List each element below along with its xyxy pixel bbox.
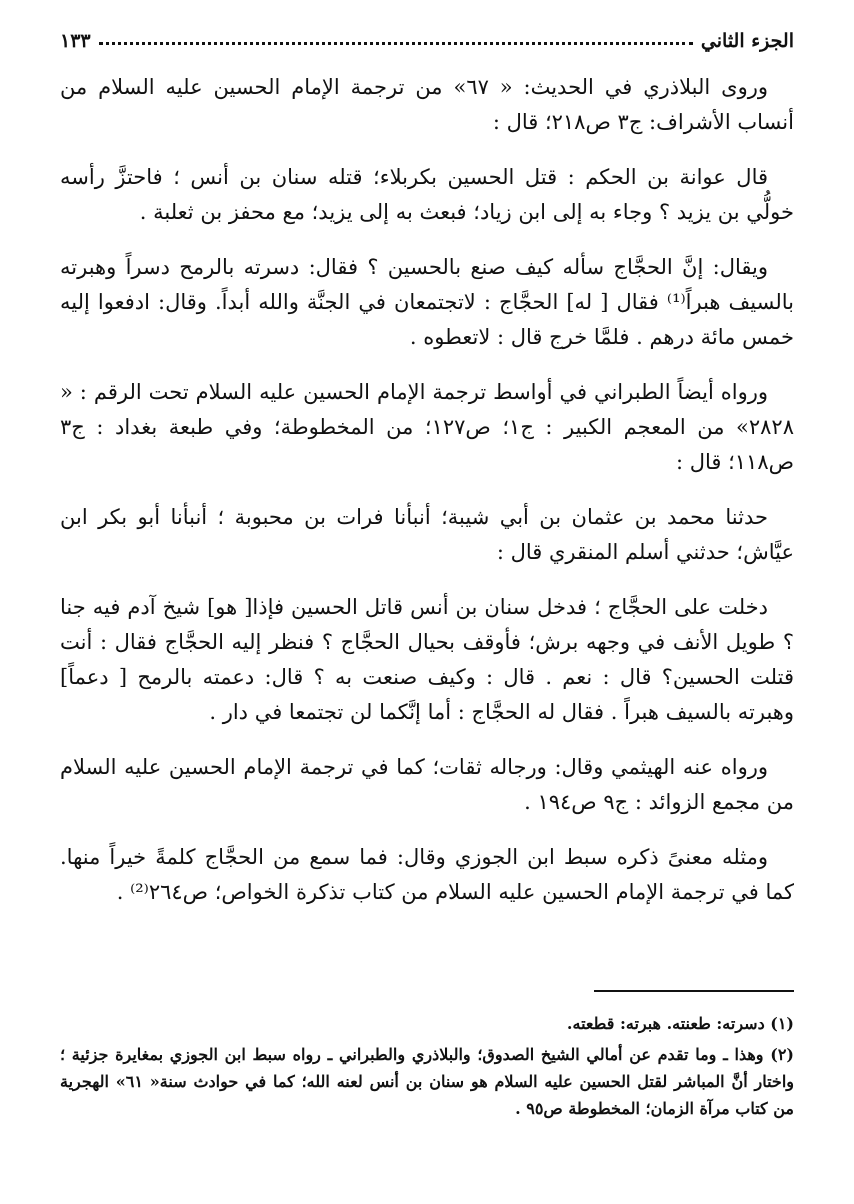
footnotes (60, 1010, 794, 1126)
footnote: (٢) وهذا ـ وما تقدم عن أمالي الشيخ الصدوق؛ والبلاذري والطبراني ـ رواه سبط ابن الجوزي بمغايرة جزئية ؛ واختار أنَّ المباشر لقتل الحسين عليه السلام هو سنان بن أنس لعنه الله؛ كما في حوادث سنة« ٦١» الهجرية من كتاب مرآة الزمان؛ المخطوطة ص٩٥ . (60, 1045, 794, 1118)
page-header (60, 22, 794, 52)
running-title: الجزء الثاني (700, 30, 794, 52)
book-page (60, 22, 794, 1184)
paragraph: ورواه عنه الهيثمي وقال: ورجاله ثقات؛ كما في ترجمة الإمام الحسين عليه السلام من مجمع الزوائد : ج٩ ص١٩٤ . (60, 755, 794, 814)
paragraph: ويقال: إنَّ الحجَّاج سأله كيف صنع بالحسين ؟ فقال: دسرته بالرمح دسراً وهبرته بالسيف هبراً⁽¹⁾ فقال [ له] الحجَّاج : لاتجتمعان في الجنَّة والله أبداً. وقال: ادفعوا إليه خمس مائة درهم . فلمَّا خرج قال : لاتعطوه . (60, 255, 794, 349)
page-number: ١٣٣ (60, 30, 91, 52)
paragraph: ورواه أيضاً الطبراني في أواسط ترجمة الإمام الحسين عليه السلام تحت الرقم : « ٢٨٢٨» من المعجم الكبير : ج١؛ ص١٢٧؛ من المخطوطة؛ وفي طبعة بغداد : ج٣ ص١١٨؛ قال : (60, 380, 794, 474)
footnote-separator (594, 990, 794, 992)
paragraph: وروى البلاذري في الحديث: « ٦٧» من ترجمة الإمام الحسين عليه السلام من أنساب الأشراف: ج٣ ص٢١٨؛ قال : (60, 75, 794, 134)
footnote: (١) دسرته: طعنته. هبرته: قطعته. (566, 1014, 794, 1033)
paragraph: دخلت على الحجَّاج ؛ فدخل سنان بن أنس قاتل الحسين فإذا[ هو] شيخ آدم فيه جنا ؟ طويل الأنف في وجهه برش؛ فأوقف بحيال الحجَّاج ؟ فنظر إليه الحجَّاج فقال : أنت قتلت الحسين؟ قال : نعم . قال : وكيف صنعت به ؟ قال: دعمته بالرمح [ دعماً] وهبرته بالسيف هبراً . فقال له الحجَّاج : أما إنَّكما لن تجتمعا في دار . (60, 595, 794, 724)
paragraph: قال عوانة بن الحكم : قتل الحسين بكربلاء؛ قتله سنان بن أنس ؛ فاحتزَّ رأسه خولُّي بن يزيد ؟ وجاء به إلى ابن زياد؛ فبعث به إلى يزيد؛ مع محفز بن ثعلبة . (60, 165, 794, 224)
dotted-leader (99, 42, 693, 45)
paragraph: حدثنا محمد بن عثمان بن أبي شيبة؛ أنبأنا فرات بن محبوبة ؛ أنبأنا أبو بكر ابن عيَّاش؛ حدثني أسلم المنقري قال : (60, 505, 794, 564)
paragraph: ومثله معنىً ذكره سبط ابن الجوزي وقال: فما سمع من الحجَّاج كلمةً خيراً منها. كما في ترجمة الإمام الحسين عليه السلام من كتاب تذكرة الخواص؛ ص٢٦٤⁽²⁾ . (60, 845, 794, 904)
main-text (60, 70, 794, 910)
